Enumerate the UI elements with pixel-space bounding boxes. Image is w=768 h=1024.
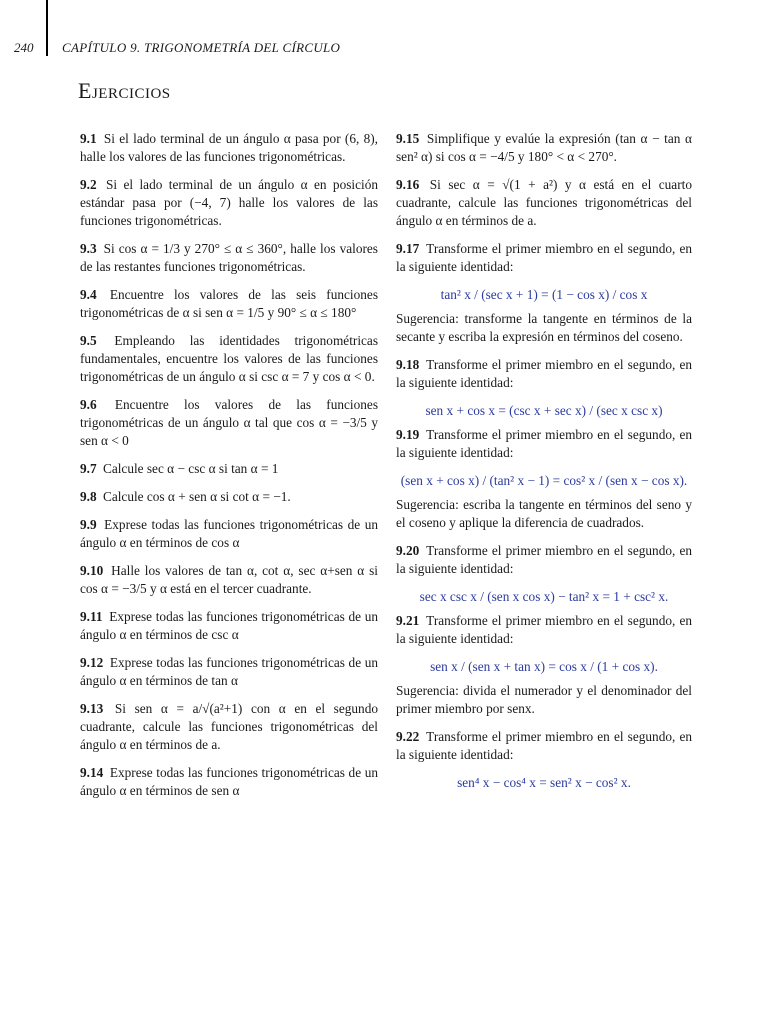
- exercise-item: [80, 240, 378, 276]
- exercise-item: [80, 700, 378, 754]
- exercise-number: 9.17: [396, 241, 420, 256]
- exercise-item: [80, 332, 378, 386]
- exercise-number: 9.11: [80, 609, 103, 624]
- exercise-text: Transforme el primer miembro en el segundo, en la siguiente identidad:: [396, 543, 692, 576]
- exercise-item: [396, 728, 692, 764]
- exercise-number: 9.4: [80, 287, 97, 302]
- exercise-item: [396, 356, 692, 392]
- exercise-number: 9.2: [80, 177, 97, 192]
- exercise-text: Si cos α = 1/3 y 270° ≤ α ≤ 360°, halle los valores de las restantes funciones trigonométricas.: [80, 241, 378, 274]
- identity-formula: sen⁴ x − cos⁴ x = sen² x − cos² x.: [457, 775, 631, 790]
- exercise-number: 9.19: [396, 427, 420, 442]
- exercise-number: 9.9: [80, 517, 97, 532]
- exercise-number: 9.5: [80, 333, 97, 348]
- identity-formula: (sen x + cos x) / (tan² x − 1) = cos² x / (sen x − cos x).: [400, 473, 688, 488]
- exercise-item: [396, 176, 692, 230]
- exercise-item: [396, 130, 692, 166]
- exercise-text: Exprese todas las funciones trigonométricas de un ángulo α en términos de cos α: [80, 517, 378, 550]
- identity-formula: sen x / (sen x + tan x) = cos x / (1 + cos x).: [430, 659, 658, 674]
- exercise-item: [80, 130, 378, 166]
- left-column: [80, 130, 378, 810]
- exercise-number: 9.1: [80, 131, 97, 146]
- exercise-item: [80, 176, 378, 230]
- exercise-text: Exprese todas las funciones trigonométricas de un ángulo α en términos de csc α: [80, 609, 378, 642]
- exercise-text: Transforme el primer miembro en el segundo, en la siguiente identidad:: [396, 729, 692, 762]
- exercise-number: 9.18: [396, 357, 420, 372]
- exercise-text: Calcule cos α + sen α si cot α = −1.: [99, 489, 291, 504]
- exercise-item: [396, 542, 692, 578]
- exercise-text: Exprese todas las funciones trigonométricas de un ángulo α en términos de tan α: [80, 655, 378, 688]
- section-title: Ejercicios: [78, 78, 171, 103]
- hint-text: Sugerencia: divida el numerador y el denominador del primer miembro por senx.: [396, 683, 692, 716]
- exercise-text: Transforme el primer miembro en el segundo, en la siguiente identidad:: [396, 613, 692, 646]
- exercise-text: Transforme el primer miembro en el segundo, en la siguiente identidad:: [396, 241, 692, 274]
- header-rule: [46, 0, 48, 56]
- identity-formula: tan² x / (sec x + 1) = (1 − cos x) / cos x: [440, 287, 648, 302]
- exercise-item: [396, 426, 692, 462]
- exercise-text: Calcule sec α − csc α si tan α = 1: [99, 461, 279, 476]
- exercise-text: Halle los valores de tan α, cot α, sec α+sen α si cos α = −3/5 y α está en el tercer cuadrante.: [80, 563, 378, 596]
- hint-text: Sugerencia: escriba la tangente en términos del seno y el coseno y aplique la diferencia de cuadrados.: [396, 497, 692, 530]
- right-column: [396, 130, 692, 798]
- exercise-number: 9.7: [80, 461, 97, 476]
- exercise-number: 9.16: [396, 177, 420, 192]
- exercise-number: 9.10: [80, 563, 104, 578]
- exercise-number: 9.12: [80, 655, 104, 670]
- exercise-item: [80, 608, 378, 644]
- exercise-item: [80, 764, 378, 800]
- exercise-item: [396, 240, 692, 276]
- hint-text: Sugerencia: transforme la tangente en términos de la secante y escriba la expresión en términos del coseno.: [396, 311, 692, 344]
- exercise-number: 9.13: [80, 701, 104, 716]
- exercise-text: Si el lado terminal de un ángulo α en posición estándar pasa por (−4, 7) halle los valores de las funciones trigonométricas.: [80, 177, 378, 228]
- exercise-text: Simplifique y evalúe la expresión (tan α − tan α sen² α) si cos α = −4/5 y 180° < α < 270°.: [396, 131, 692, 164]
- exercise-item: [80, 562, 378, 598]
- exercise-item: [396, 612, 692, 648]
- exercise-item: [80, 516, 378, 552]
- exercise-text: Encuentre los valores de las funciones trigonométricas de un ángulo α tal que cos α = −3/5 y sen α < 0: [80, 397, 378, 448]
- exercise-item: [80, 396, 378, 450]
- identity-formula: sen x + cos x = (csc x + sec x) / (sec x csc x): [425, 403, 663, 418]
- exercise-text: Si sec α = √(1 + a²) y α está en el cuarto cuadrante, calcule las funciones trigonométricas del ángulo α en términos de a.: [396, 177, 692, 228]
- identity-formula: sec x csc x / (sen x cos x) − tan² x = 1 + csc² x.: [419, 589, 669, 604]
- exercise-text: Exprese todas las funciones trigonométricas de un ángulo α en términos de sen α: [80, 765, 378, 798]
- exercise-text: Transforme el primer miembro en el segundo, en la siguiente identidad:: [396, 427, 692, 460]
- exercise-number: 9.21: [396, 613, 420, 628]
- exercise-item: [80, 460, 378, 478]
- exercise-text: Si sen α = a/√(a²+1) con α en el segundo cuadrante, calcule las funciones trigonométricas del ángulo α en términos de a.: [80, 701, 378, 752]
- exercise-text: Transforme el primer miembro en el segundo, en la siguiente identidad:: [396, 357, 692, 390]
- exercise-item: [80, 286, 378, 322]
- exercise-text: Empleando las identidades trigonométricas fundamentales, encuentre los valores de las funciones trigonométricas de un ángulo α si csc α = 7 y cos α < 0.: [80, 333, 378, 384]
- chapter-title: CAPÍTULO 9. TRIGONOMETRÍA DEL CÍRCULO: [62, 40, 341, 55]
- exercise-number: 9.8: [80, 489, 97, 504]
- exercise-text: Encuentre los valores de las seis funciones trigonométricas de α si sen α = 1/5 y 90° ≤ α ≤ 180°: [80, 287, 378, 320]
- page-number: 240: [14, 40, 34, 55]
- exercise-number: 9.14: [80, 765, 104, 780]
- exercise-number: 9.20: [396, 543, 420, 558]
- exercise-item: [80, 654, 378, 690]
- exercise-number: 9.22: [396, 729, 420, 744]
- exercise-item: [80, 488, 378, 506]
- exercise-text: Si el lado terminal de un ángulo α pasa por (6, 8), halle los valores de las funciones trigonométricas.: [80, 131, 378, 164]
- exercise-number: 9.6: [80, 397, 97, 412]
- exercise-number: 9.15: [396, 131, 420, 146]
- exercise-number: 9.3: [80, 241, 97, 256]
